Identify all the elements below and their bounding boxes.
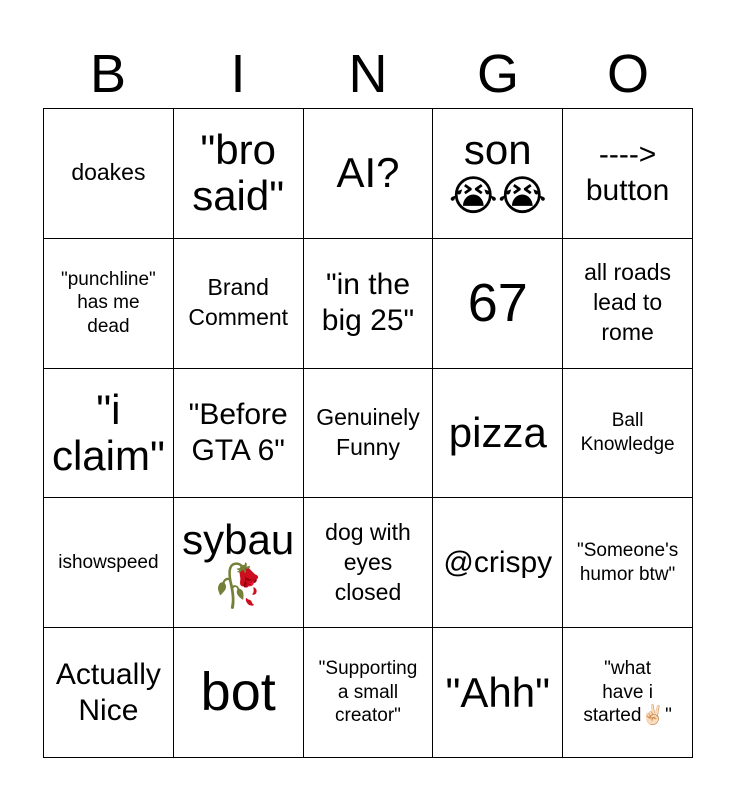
bingo-cell[interactable]: "Ahh"	[433, 628, 563, 758]
bingo-cell[interactable]: "Before GTA 6"	[174, 369, 304, 499]
bingo-cell[interactable]: Ball Knowledge	[563, 369, 693, 499]
bingo-grid	[43, 108, 693, 758]
bingo-cell[interactable]: doakes	[44, 109, 174, 239]
header-letter-n: N	[348, 44, 388, 104]
bingo-cell[interactable]: Brand Comment	[174, 239, 304, 369]
header-letter-i: I	[230, 44, 246, 104]
bingo-cell[interactable]: "i claim"	[44, 369, 174, 499]
bingo-cell[interactable]: Genuinely Funny	[304, 369, 434, 499]
bingo-cell[interactable]: "bro said"	[174, 109, 304, 239]
bingo-cell[interactable]: ----> button	[563, 109, 693, 239]
bingo-header	[43, 40, 693, 108]
bingo-cell[interactable]: "in the big 25"	[304, 239, 434, 369]
bingo-cell[interactable]: sybau 🥀	[174, 498, 304, 628]
bingo-cell[interactable]: pizza	[433, 369, 563, 499]
bingo-cell[interactable]: 67	[433, 239, 563, 369]
bingo-cell[interactable]: "punchline" has me dead	[44, 239, 174, 369]
bingo-cell[interactable]: ishowspeed	[44, 498, 174, 628]
header-letter-b: B	[89, 44, 127, 104]
bingo-cell[interactable]: "Someone's humor btw"	[563, 498, 693, 628]
bingo-cell[interactable]: AI?	[304, 109, 434, 239]
bingo-cell[interactable]: son 😭😭	[433, 109, 563, 239]
bingo-cell[interactable]: dog with eyes closed	[304, 498, 434, 628]
bingo-cell[interactable]: Actually Nice	[44, 628, 174, 758]
bingo-cell[interactable]: "what have i started✌🏻"	[563, 628, 693, 758]
header-letter-o: O	[606, 44, 649, 104]
header-letter-g: G	[476, 44, 519, 104]
bingo-cell[interactable]: @crispy	[433, 498, 563, 628]
bingo-cell[interactable]: bot	[174, 628, 304, 758]
bingo-cell[interactable]: all roads lead to rome	[563, 239, 693, 369]
bingo-cell[interactable]: "Supporting a small creator"	[304, 628, 434, 758]
